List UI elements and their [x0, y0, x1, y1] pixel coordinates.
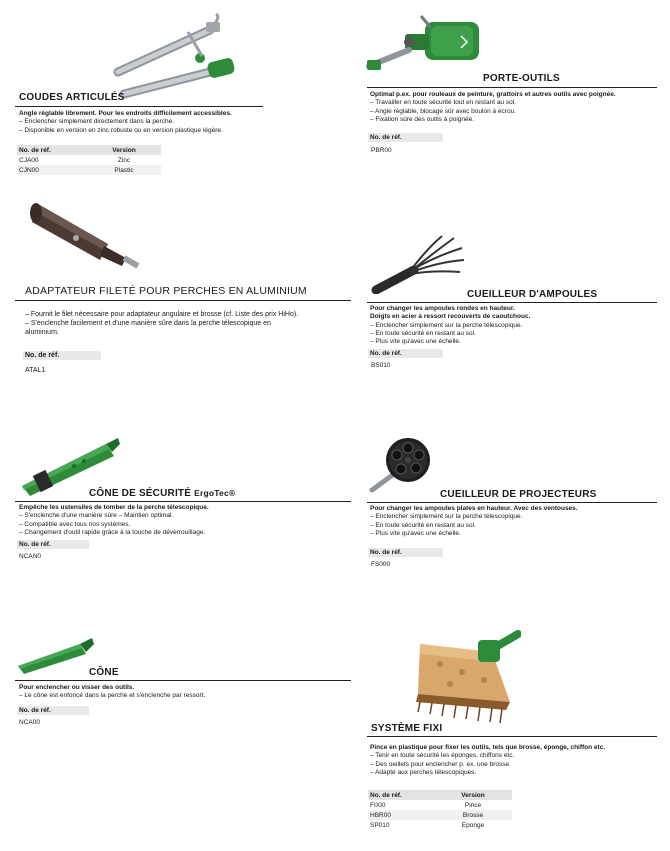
cone-securite-lead: Empêche les ustensiles de tomber de la perche télescopique.: [19, 504, 209, 511]
coudes-lead: Angle réglable librement. Pour les endroits difficilement accessibles.: [19, 110, 232, 117]
adaptateur-ref: ATAL1: [25, 367, 46, 374]
cone-securite-ref: NCAN0: [19, 553, 42, 560]
fixi-row2-version: Brosse: [434, 810, 512, 820]
fixi-lead: Pince en plastique pour fixer les outils, tels que brosse, éponge, chiffon etc.: [370, 744, 606, 751]
cone-bullet-1: – Le cône est enfoncé dans la perche et s'enclenche par ressort.: [19, 692, 206, 700]
porte-outils-title: PORTE-OUTILS: [483, 73, 560, 84]
coudes-row1-version: Zinc: [117, 156, 131, 164]
fixi-row1-ref: FIXI0: [370, 801, 386, 809]
cone-ref-label: No. de réf.: [17, 706, 89, 715]
cueilleur-projecteurs-bullet-3: – Plus vite qu'avec une échelle.: [370, 529, 461, 537]
cueilleur-ampoules-ref-label: No. de réf.: [368, 349, 443, 358]
cone-securite-rule: [15, 501, 351, 502]
cone-rule: [15, 680, 351, 681]
porte-outils-bullet-2: – Angle réglable, blocage sûr avec boulon à écrou.: [370, 107, 516, 115]
porte-outils-bullet-3: – Fixation sûre des outils à poignée.: [370, 115, 475, 123]
porte-outils-ref-label: No. de réf.: [368, 133, 443, 142]
porte-outils-rule: [367, 87, 657, 88]
adaptateur-image: [30, 186, 145, 276]
cueilleur-projecteurs-lead: Pour changer les ampoules plates en hauteur. Avec des ventouses.: [370, 505, 578, 512]
cueilleur-projecteurs-image: [368, 436, 438, 494]
cueilleur-projecteurs-title: CUEILLEUR DE PROJECTEURS: [440, 489, 597, 500]
cone-title: CÔNE: [89, 667, 119, 678]
cone-desc: [19, 684, 205, 701]
adaptateur-ref-label: No. de réf.: [23, 351, 101, 360]
fixi-row2-ref: HBR00: [368, 810, 434, 820]
cone-securite-brand: ErgoTec®: [194, 488, 236, 498]
porte-outils-lead: Optimal p.ex. pour rouleaux de peinture, grattoirs et autres outils avec poignée.: [370, 91, 616, 98]
cueilleur-ampoules-rule: [367, 302, 657, 303]
fixi-th-version: Version: [434, 790, 512, 800]
cone-lead: Pour enclencher ou visser des outils.: [19, 684, 135, 691]
fixi-table: [368, 790, 512, 830]
porte-outils-ref: PBR00: [371, 147, 392, 154]
cueilleur-ampoules-bullet-2: – En toute sécurité en restant au sol.: [370, 329, 476, 337]
fixi-bullet-2: – Des oeillets pour enclencher p. ex. une brosse.: [370, 760, 511, 768]
coudes-bullet-1: – Enclencher simplement directement dans la perche.: [19, 118, 174, 126]
cone-securite-bullet-2: – Compatible avec tous nos systèmes.: [19, 520, 131, 528]
fixi-row3-version: Eponge: [461, 821, 485, 829]
cone-ref: NCA00: [19, 719, 40, 726]
cone-securite-bullet-3: – Changement d'outil rapide grâce à la touche de déverrouillage.: [19, 528, 206, 536]
cueilleur-ampoules-ref: BS010: [371, 362, 391, 369]
fixi-row1-version: Pince: [464, 801, 482, 809]
adaptateur-bullet-3: aluminium.: [25, 329, 59, 336]
porte-outils-image: [365, 14, 490, 74]
coudes-image: [110, 12, 240, 102]
cone-image: [14, 634, 99, 674]
fixi-bullet-3: – Adapté aux perches télescopiques.: [370, 768, 477, 776]
cueilleur-projecteurs-rule: [367, 502, 657, 503]
adaptateur-title: ADAPTATEUR FILETÉ POUR PERCHES EN ALUMINIUM: [25, 285, 307, 297]
cueilleur-projecteurs-desc: [370, 505, 578, 538]
porte-outils-bullet-1: – Travailler en toute sécurité tout en restant au sol.: [370, 99, 516, 107]
cueilleur-ampoules-title: CUEILLEUR D'AMPOULES: [467, 289, 598, 300]
fixi-bullet-1: – Tenir en toute sécurité les éponges, chiffons etc.: [370, 752, 515, 760]
coudes-bullet-2: – Disponible en version en zinc robuste ou en version plastique légère.: [19, 126, 223, 134]
adaptateur-bullet-1: – Fournit le filet nécessaire pour adaptateur angulaire et brosse (cf. Liste des prix HiHo).: [25, 311, 299, 318]
cueilleur-ampoules-bullet-1: – Enclencher simplement sur la perche télescopique.: [370, 321, 523, 329]
fixi-title: SYSTÈME FIXI: [371, 723, 443, 734]
adaptateur-bullet-2: – S'enclenche facilement et d'une manière sûre dans la perche télescopique en: [25, 320, 271, 327]
fixi-rule: [367, 736, 657, 737]
cueilleur-projecteurs-bullet-1: – Enclencher simplement sur la perche télescopique.: [370, 513, 523, 521]
cueilleur-ampoules-image: [370, 232, 470, 294]
coudes-th-ref: No. de réf.: [17, 145, 87, 155]
fixi-th-ref: No. de réf.: [368, 790, 434, 800]
coudes-row2-ref: CJN00: [17, 165, 87, 175]
cueilleur-projecteurs-bullet-2: – En toute sécurité en restant au sol.: [370, 521, 476, 529]
cueilleur-ampoules-desc: [370, 305, 530, 346]
cone-securite-bullet-1: – S'enclenche d'une manière sûre – Maintien optimal.: [19, 512, 174, 520]
porte-outils-desc: [370, 91, 616, 124]
cueilleur-ampoules-bullet-3: – Plus vite qu'avec une échelle.: [370, 338, 461, 346]
fixi-image: [396, 630, 521, 730]
fixi-row3-ref: SP010: [370, 821, 390, 829]
adaptateur-rule: [15, 300, 351, 301]
fixi-desc: [370, 744, 605, 777]
cone-securite-ref-label: No. de réf.: [17, 540, 89, 549]
coudes-th-version: Version: [87, 145, 161, 155]
cone-securite-title: [89, 488, 235, 499]
cone-securite-title-text: CÔNE DE SÉCURITÉ: [89, 488, 192, 499]
cueilleur-ampoules-lead1: Pour changer les ampoules rondes en hauteur.: [370, 305, 515, 312]
coudes-title: COUDES ARTICULÉS: [19, 92, 125, 103]
cone-securite-desc: [19, 504, 209, 537]
coudes-row2-version: Plastic: [87, 165, 161, 175]
adaptateur-desc: [25, 310, 298, 337]
coudes-table: [17, 145, 161, 175]
coudes-rule: [15, 106, 263, 107]
cueilleur-projecteurs-ref-label: No. de réf.: [368, 548, 443, 557]
coudes-row1-ref: CJA00: [19, 156, 39, 164]
cueilleur-ampoules-lead2: Doigts en acier à ressort recouverts de caoutchouc.: [370, 313, 531, 321]
cueilleur-projecteurs-ref: FS000: [371, 561, 391, 568]
coudes-desc: [19, 110, 232, 135]
